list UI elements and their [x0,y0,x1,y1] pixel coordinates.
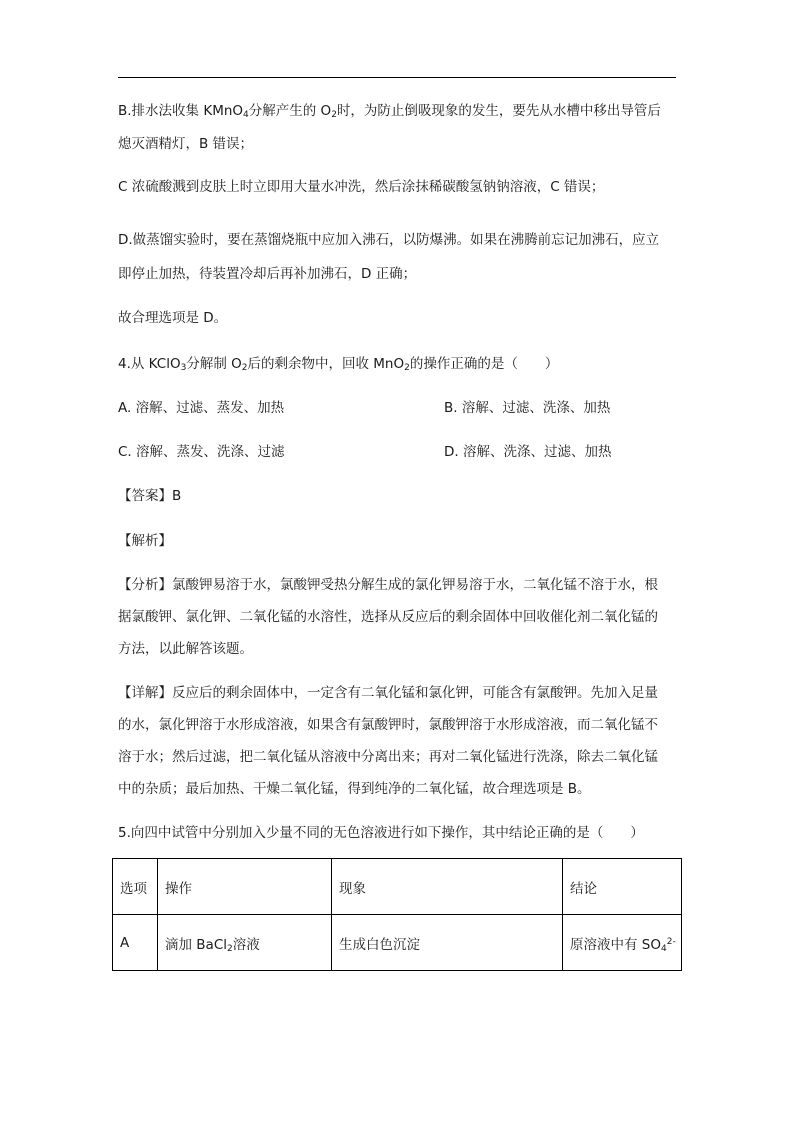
question-4-option-b: B. 溶解、过滤、洗涤、加热 [444,400,611,416]
row-a-phenomenon: 生成白色沉淀 [332,915,563,971]
option-b-explanation-line-1: B.排水法收集 KMnO$_4$分解产生的 $O_2$时，为防止倒吸现象的发生，要先从水槽中移出导管后 [118,103,661,120]
analysis-line-1: 【分析】氯酸钾易溶于水，氯酸钾受热分解生成的氯化钾易溶于水，二氧化锰不溶于水，根 [118,577,658,593]
header-conclusion: 结论 [563,859,682,915]
detail-line-3: 溶于水；然后过滤，把二氧化锰从溶液中分离出来；再对二氧化锰进行洗涤，除去二氧化锰 [118,749,658,765]
question-5-stem: 5.向四中试管中分别加入少量不同的无色溶液进行如下操作，其中结论正确的是（ ） [118,825,644,841]
row-a-operation: 滴加 BaCl$_2$溶液 [158,915,332,971]
analysis-heading: 【解析】 [118,533,172,549]
table-header-row [113,859,682,915]
question-4-option-d: D. 溶解、洗涤、过滤、加热 [444,444,612,460]
detail-line-2: 的水，氯化钾溶于水形成溶液，如果含有氯酸钾时，氯酸钾溶于水形成溶液，而二氧化锰不 [118,717,658,733]
conclusion-line: 故合理选项是 D。 [118,310,228,326]
detail-line-1: 【详解】反应后的剩余固体中，一定含有二氧化锰和氯化钾，可能含有氯酸钾。先加入足量 [118,685,658,701]
header-rule [118,77,676,78]
option-b-explanation-line-2: 熄灭酒精灯，B 错误； [118,136,254,152]
question-4-option-c: C. 溶解、蒸发、洗涤、过滤 [118,444,285,460]
option-d-explanation-line-1: D.做蒸馏实验时，要在蒸馏烧瓶中应加入沸石，以防爆沸。如果在沸腾前忘记加沸石，应立 [118,232,660,248]
detail-line-4: 中的杂质；最后加热、干燥二氧化锰，得到纯净的二氧化锰，故合理选项是 B。 [118,781,591,797]
header-phenomenon: 现象 [332,859,563,915]
question-5-table [112,858,682,971]
header-operation: 操作 [158,859,332,915]
question-4-stem: 4.从 KClO$_3$分解制 $O_2$后的剩余物中，回收 MnO$_2$的操作正确的是（ ） [118,356,559,373]
header-option: 选项 [113,859,158,915]
row-a-conclusion: 原溶液中有 $SO_4^{2-}$ [563,915,682,971]
question-4-option-a: A. 溶解、过滤、蒸发、加热 [118,400,285,416]
option-d-explanation-line-2: 即停止加热，待装置冷却后再补加沸石，D 正确； [118,266,417,282]
answer-line: 【答案】B [118,488,182,504]
row-a-option: A [113,915,158,971]
analysis-line-2: 据氯酸钾、氯化钾、二氧化锰的水溶性，选择从反应后的剩余固体中回收催化剂二氧化锰的 [118,609,658,625]
analysis-line-3: 方法，以此解答该题。 [118,641,253,657]
option-c-explanation: C 浓硫酸溅到皮肤上时立即用大量水冲洗，然后涂抹稀碳酸氢钠钠溶液，C 错误； [118,179,605,195]
table-row [113,915,682,971]
